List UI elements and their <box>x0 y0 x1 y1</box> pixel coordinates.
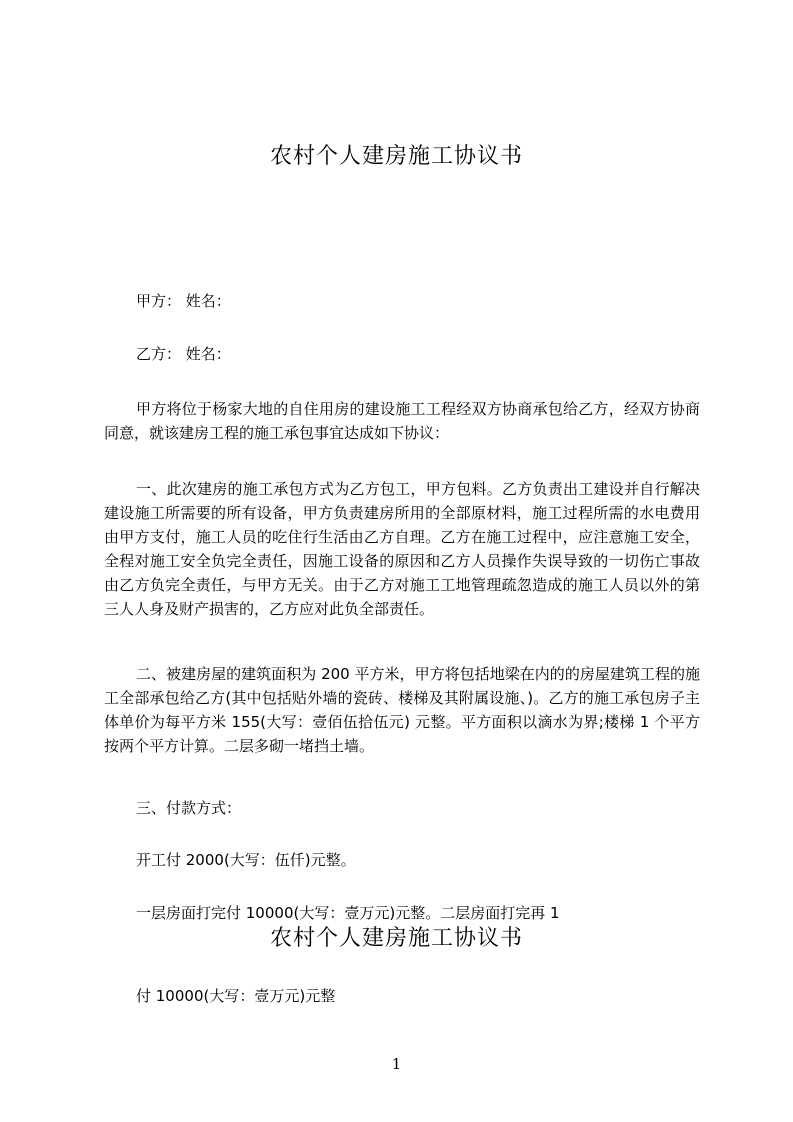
repeated-title: 农村个人建房施工协议书 <box>269 926 523 951</box>
party-b-line: 乙方： 姓名： <box>136 345 231 363</box>
intro-paragraph: 甲方将位于杨家大地的自住用房的建设施工工程经双方协商承包给乙方，经双方协商同意，就该建房工程的施工承包事宜达成如下协议： <box>104 400 700 442</box>
page-number: 1 <box>391 1055 402 1073</box>
payment-line-3: 付 10000(大写：壹万元)元整 <box>136 987 336 1005</box>
clause-2-paragraph: 二、被建房屋的建筑面积为 200 平方米，甲方将包括地梁在内的的房屋建筑工程的施工全部承包给乙方(其中包括贴外墙的瓷砖、楼梯及其附属设施、)。乙方的施工承包房子主体单价为每平方米 155(大写：壹佰伍拾伍元) 元整。平方面积以滴水为界;楼梯 1 个平方按两个平方计算。二层多砌一堵挡土墙。 <box>104 665 700 755</box>
document-title: 农村个人建房施工协议书 <box>269 144 523 169</box>
payment-line-1: 开工付 2000(大写：伍仟)元整。 <box>136 851 356 869</box>
clause-1-paragraph: 一、此次建房的施工承包方式为乙方包工，甲方包料。乙方负责出工建设并自行解决建设施工所需要的所有设备，甲方负责建房所用的全部原材料，施工过程所需的水电费用由甲方支付，施工人员的吃住行生活由乙方自理。乙方在施工过程中，应注意施工安全，全程对施工安全负完全责任，因施工设备的原因和乙方人员操作失误导致的一切伤亡事故由乙方负完全责任，与甲方无关。由于乙方对施工工地管理疏忽造成的施工人员以外的第三人人身及财产损害的，乙方应对此负全部责任。 <box>104 480 700 618</box>
party-a-line: 甲方： 姓名： <box>136 292 231 310</box>
payment-line-2: 一层房面打完付 10000(大写：壹万元)元整。二层房面打完再 1 <box>136 904 560 922</box>
clause-3-heading: 三、付款方式： <box>136 799 242 817</box>
